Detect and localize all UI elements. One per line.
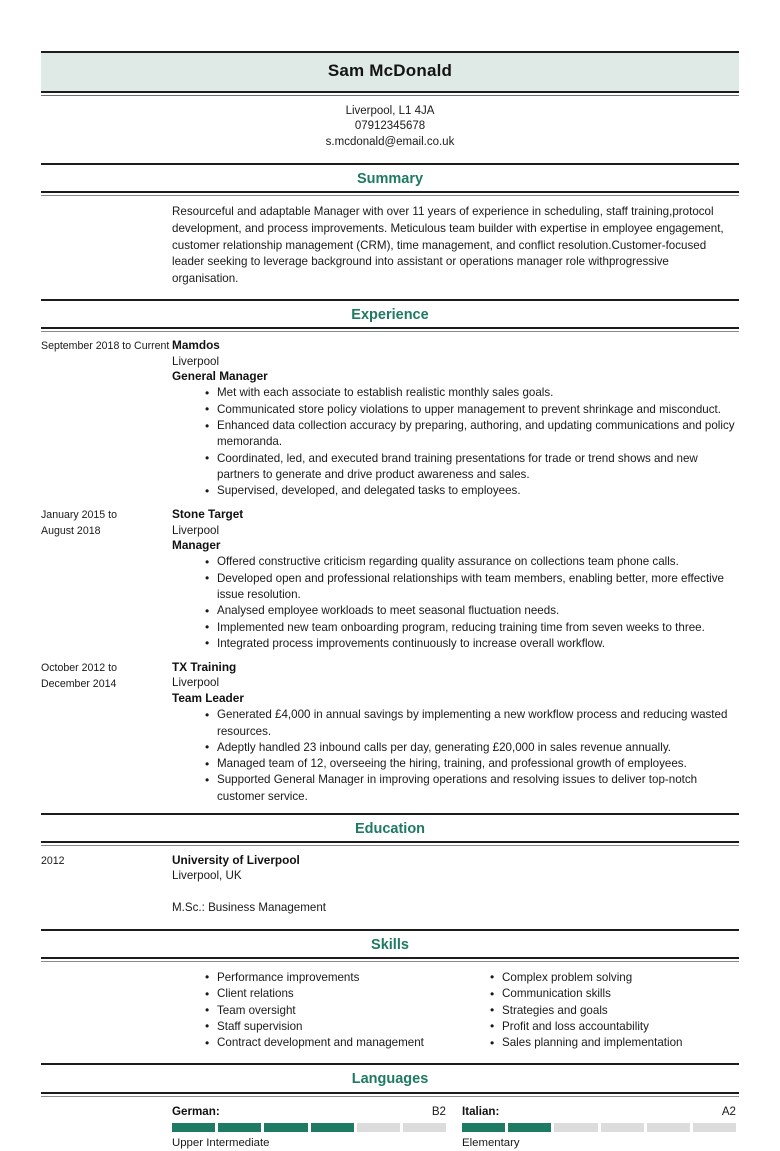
experience-dates — [41, 660, 172, 692]
section-title-skills: Skills — [371, 936, 409, 953]
proficiency-bar — [172, 1123, 446, 1132]
proficiency-segment — [601, 1123, 644, 1132]
date-line: 2012 — [41, 855, 65, 868]
list-item: • Offered constructive criticism regarding quality assurance on collections team phone calls. — [172, 554, 739, 570]
experience-dates — [41, 338, 172, 354]
institution-name: University of Liverpool — [172, 853, 300, 868]
language-item-german — [172, 1104, 446, 1151]
proficiency-segment — [647, 1123, 690, 1132]
experience-details — [172, 507, 739, 652]
institution-location: Liverpool, UK — [172, 869, 242, 883]
resume-page — [41, 0, 739, 1151]
language-item-italian — [462, 1104, 736, 1151]
list-item: • Complex problem solving — [457, 970, 733, 986]
section-title-experience: Experience — [351, 307, 429, 324]
employer-location: Liverpool — [172, 523, 220, 537]
date-line: December 2014 — [41, 677, 117, 690]
date-line: September 2018 to Current — [41, 340, 170, 353]
experience-dates — [41, 507, 172, 539]
section-header-summary — [41, 163, 739, 191]
employer-name: Stone Target — [172, 507, 244, 522]
list-item: • Staff supervision — [172, 1019, 457, 1035]
list-item: • Integrated process improvements continuously to increase overall workflow. — [172, 636, 739, 652]
contact-email: s.mcdonald@email.co.uk — [325, 135, 455, 148]
section-title-education: Education — [354, 821, 426, 838]
employer-location: Liverpool — [172, 354, 220, 368]
page-title: Sam McDonald — [327, 61, 453, 80]
language-heading — [462, 1104, 736, 1119]
employer-location: Liverpool — [172, 676, 220, 690]
education-dates — [41, 853, 172, 869]
rule-under-languages — [41, 1092, 739, 1097]
list-item: • Developed open and professional relationships with team members, enabling better, more effective issue resolution. — [172, 571, 739, 604]
experience-details — [172, 660, 739, 805]
date-line: October 2012 to — [41, 662, 117, 675]
list-item: • Profit and loss accountability — [457, 1019, 733, 1035]
rule-under-summary — [41, 191, 739, 196]
proficiency-segment — [508, 1123, 551, 1132]
proficiency-segment — [403, 1123, 446, 1132]
list-item: • Analysed employee workloads to meet seasonal fluctuation needs. — [172, 603, 739, 619]
experience-details — [172, 338, 739, 499]
proficiency-bar — [462, 1123, 736, 1132]
skills-column-two — [457, 969, 733, 1051]
section-header-education — [41, 813, 739, 841]
skills-list — [172, 970, 457, 1051]
summary-section — [41, 196, 739, 299]
list-item: • Supervised, developed, and delegated tasks to employees. — [172, 483, 739, 499]
language-description: Upper Intermediate — [172, 1136, 270, 1149]
section-header-skills — [41, 929, 739, 957]
education-section — [41, 846, 739, 929]
education-details — [172, 853, 739, 915]
contact-address: Liverpool, L1 4JA — [345, 104, 435, 117]
name-banner — [41, 51, 739, 93]
skills-list — [457, 970, 733, 1051]
language-name: German: — [172, 1104, 220, 1118]
proficiency-segment — [264, 1123, 307, 1132]
proficiency-segment — [218, 1123, 261, 1132]
language-name: Italian: — [462, 1104, 500, 1118]
list-item: • Managed team of 12, overseeing the hiring, training, and professional growth of employees. — [172, 756, 739, 772]
employer-name: Mamdos — [172, 338, 220, 353]
list-item: • Strategies and goals — [457, 1003, 733, 1019]
job-title: General Manager — [172, 368, 268, 383]
list-item: • Sales planning and implementation — [457, 1035, 733, 1051]
proficiency-segment — [693, 1123, 736, 1132]
list-item: • Generated £4,000 in annual savings by implementing a new workflow process and reducing wasted resources. — [172, 707, 739, 740]
responsibility-list — [172, 554, 739, 652]
language-heading — [172, 1104, 446, 1119]
rule-under-skills — [41, 957, 739, 962]
list-item: • Performance improvements — [172, 970, 457, 986]
education-entry — [41, 853, 739, 915]
rule-under-education — [41, 841, 739, 846]
list-item: • Contract development and management — [172, 1035, 457, 1051]
list-item: • Coordinated, led, and executed brand training presentations for trade or trend shows and new partners to generate and drive product awareness and sales. — [172, 451, 739, 484]
skills-gutter — [41, 969, 172, 1051]
section-title-summary: Summary — [356, 171, 424, 188]
proficiency-segment — [554, 1123, 597, 1132]
experience-section — [41, 332, 739, 813]
list-item: • Team oversight — [172, 1003, 457, 1019]
section-title-languages: Languages — [351, 1071, 429, 1088]
job-title: Team Leader — [172, 690, 244, 705]
language-level-code: B2 — [431, 1104, 446, 1118]
skills-section — [41, 962, 739, 1063]
proficiency-segment — [172, 1123, 215, 1132]
summary-text: Resourceful and adaptable Manager with over 11 years of experience in scheduling, staff training,protocol development, and process improvements. Meticulous team builder with expertise in employee engagement, customer relationship management (CRM), time management, and conflict resolution.Customer-focused leader seeking to leverage background into assistant or operations manager role withprogressive organisation. — [172, 205, 724, 285]
experience-entry — [41, 660, 739, 805]
proficiency-segment — [357, 1123, 400, 1132]
list-item: • Client relations — [172, 986, 457, 1002]
list-item: • Communication skills — [457, 986, 733, 1002]
date-line: January 2015 to — [41, 509, 117, 522]
job-title: Manager — [172, 537, 221, 552]
section-header-languages — [41, 1063, 739, 1091]
skills-column-one — [172, 969, 457, 1051]
section-header-experience — [41, 299, 739, 327]
responsibility-list — [172, 707, 739, 805]
list-item: • Met with each associate to establish realistic monthly sales goals. — [172, 385, 739, 401]
list-item: • Adeptly handled 23 inbound calls per day, generating £20,000 in sales revenue annually. — [172, 740, 739, 756]
languages-section — [41, 1097, 739, 1151]
list-item: • Supported General Manager in improving operations and resolving issues to deliver top-notch customer service. — [172, 772, 739, 805]
list-item: • Enhanced data collection accuracy by preparing, authoring, and updating communications and policy memoranda. — [172, 418, 739, 451]
date-line: August 2018 — [41, 524, 101, 537]
contact-block — [41, 93, 739, 164]
contact-phone: 07912345678 — [354, 120, 426, 133]
list-item: • Communicated store policy violations to upper management to prevent shrinkage and misconduct. — [172, 402, 739, 418]
language-level-code: A2 — [721, 1104, 736, 1118]
list-item: • Implemented new team onboarding program, reducing training time from seven weeks to three. — [172, 620, 739, 636]
responsibility-list — [172, 385, 739, 499]
languages-gutter — [41, 1104, 172, 1151]
experience-entry — [41, 338, 739, 499]
language-description: Elementary — [462, 1136, 520, 1149]
employer-name: TX Training — [172, 660, 237, 675]
proficiency-segment — [462, 1123, 505, 1132]
proficiency-segment — [311, 1123, 354, 1132]
experience-entry — [41, 507, 739, 652]
rule-under-experience — [41, 327, 739, 332]
degree-title: M.Sc.: Business Management — [172, 900, 327, 914]
